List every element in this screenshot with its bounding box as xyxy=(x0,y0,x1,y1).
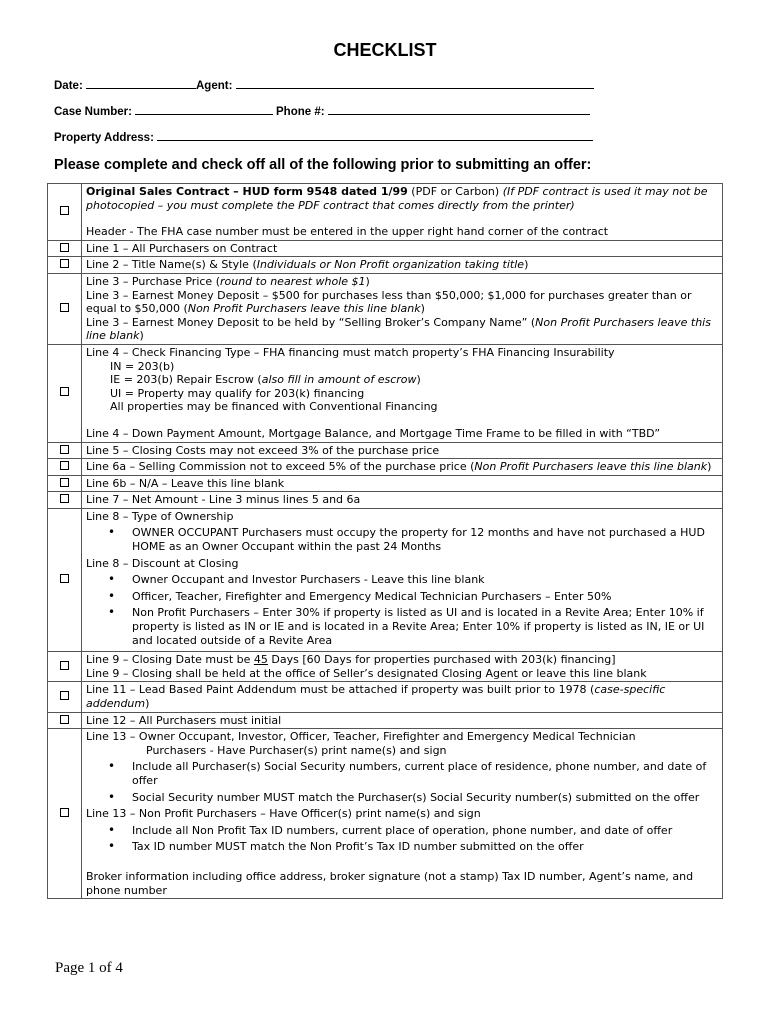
row-text: Line 8 – Discount at Closing xyxy=(86,556,239,570)
checklist-row xyxy=(48,492,723,509)
checkbox[interactable] xyxy=(60,691,69,700)
row-text-italic: Non Profit Purchasers leave this line blank xyxy=(187,302,421,316)
property-address-line[interactable] xyxy=(157,130,593,141)
row-text: ) xyxy=(707,460,712,474)
checkbox[interactable] xyxy=(60,445,69,454)
row-text: Line 4 – Down Payment Amount, Mortgage Balance, and Mortgage Time Frame to be filled in with “TBD” xyxy=(86,426,661,440)
row-text-italic: case-specific addendum xyxy=(86,683,666,710)
row-text: Line 9 – Closing Date must be xyxy=(86,653,254,667)
row-text-italic: (If PDF contract is used it may not be photocopied – you must complete the PDF contract that comes directly from the printer) xyxy=(86,185,708,212)
checkbox-cell xyxy=(48,652,82,682)
checkbox-cell xyxy=(48,682,82,712)
checkbox-cell xyxy=(48,459,82,476)
row-text: Line 8 – Type of Ownership xyxy=(86,509,234,523)
checkbox[interactable] xyxy=(60,494,69,503)
bullet-item: • Tax ID number MUST match the Non Profit’s Tax ID number submitted on the offer xyxy=(86,840,718,854)
checkbox-cell xyxy=(48,712,82,729)
checklist-row xyxy=(48,729,723,899)
page-title: CHECKLIST xyxy=(333,40,437,60)
row-text: Line 6b – N/A – Leave this line blank xyxy=(86,476,285,490)
row-text: Line 4 – Check Financing Type – FHA financing must match property’s FHA Financing Insurability xyxy=(86,345,615,359)
agent-field[interactable] xyxy=(196,78,594,92)
agent-line[interactable] xyxy=(236,78,594,89)
row-text: ) xyxy=(420,302,425,316)
checklist-row xyxy=(48,682,723,712)
row-text: Purchasers - Have Purchaser(s) print name(s) and sign xyxy=(146,743,447,757)
row-text: Line 13 – Non Profit Purchasers – Have Officer(s) print name(s) and sign xyxy=(86,807,481,821)
checkbox-cell xyxy=(48,344,82,442)
case-number-line[interactable] xyxy=(135,104,273,115)
checkbox-cell xyxy=(48,475,82,492)
row-text: Line 6a – Selling Commission not to exceed 5% of the purchase price ( xyxy=(86,460,475,474)
phone-field[interactable] xyxy=(276,104,590,118)
row-text: UI = Property may qualify for 203(k) financing xyxy=(110,386,365,400)
checklist-row xyxy=(48,240,723,257)
checkbox-cell xyxy=(48,508,82,651)
row-text-italic: Individuals or Non Profit organization taking title xyxy=(256,258,525,272)
row-text: Line 11 – Lead Based Paint Addendum must be attached if property was built prior to 1978 ( xyxy=(86,683,595,697)
row-text: All properties may be financed with Conventional Financing xyxy=(110,400,438,414)
checkbox-cell xyxy=(48,273,82,344)
checklist-row xyxy=(48,257,723,274)
checklist-row xyxy=(48,442,723,459)
page-number: Page 1 of 4 xyxy=(55,960,123,976)
row-text-bold: Original Sales Contract – HUD form 9548 dated 1/99 xyxy=(86,185,408,198)
date-line[interactable] xyxy=(86,78,196,89)
row-text: Line 12 – All Purchasers must initial xyxy=(86,713,282,727)
checkbox-cell xyxy=(48,729,82,899)
checkbox[interactable] xyxy=(60,387,69,396)
case-number-field[interactable] xyxy=(54,104,273,118)
row-text: Broker information including office address, broker signature (not a stamp) Tax ID number, Agent’s name, and phone number xyxy=(86,869,694,897)
bullet-item: • OWNER OCCUPANT Purchasers must occupy the property for 12 months and have not purchased a HUD HOME as an Owner Occupant within the past 24 Months xyxy=(86,526,718,553)
date-field[interactable]: Date: xyxy=(54,78,196,92)
row-text: ) xyxy=(145,697,150,710)
checklist-row xyxy=(48,652,723,682)
row-content xyxy=(82,184,723,241)
row-text-underlined: 45 xyxy=(253,653,268,667)
bullet-item: • Non Profit Purchasers – Enter 30% if property is listed as UI and is located in a Revite Area; Enter 10% if property is listed as IN or IE and is located in a Revite Area; Enter 10% if property is listed as IN, IE or UI and located outside of a Revite Area xyxy=(86,606,718,647)
property-address-label: Property Address: xyxy=(54,132,154,144)
row-text: ) xyxy=(416,373,421,387)
checklist-row xyxy=(48,184,723,241)
checklist-row xyxy=(48,273,723,344)
checklist-table xyxy=(47,183,723,899)
agent-label: Agent: xyxy=(196,80,233,92)
checkbox-cell xyxy=(48,442,82,459)
bullet-item: • Social Security number MUST match the Purchaser(s) Social Security number(s) submitted on the offer xyxy=(86,791,718,805)
checkbox[interactable] xyxy=(60,715,69,724)
checkbox[interactable] xyxy=(60,478,69,487)
row-text: ) xyxy=(139,329,144,343)
checkbox[interactable] xyxy=(60,808,69,817)
bullet-item: • Officer, Teacher, Firefighter and Emergency Medical Technician Purchasers – Enter 50% xyxy=(86,590,718,604)
row-text-italic: round to nearest whole $1 xyxy=(219,274,366,288)
phone-line[interactable] xyxy=(328,104,590,115)
phone-label: Phone #: xyxy=(276,106,325,118)
checkbox-cell xyxy=(48,492,82,509)
row-text: Days [60 Days for properties purchased with 203(k) financing] xyxy=(267,653,616,667)
checkbox[interactable] xyxy=(60,461,69,470)
checklist-row xyxy=(48,508,723,651)
bullet-item: • Include all Non Profit Tax ID numbers, current place of operation, phone number, and date of offer xyxy=(86,824,718,838)
checkbox[interactable] xyxy=(60,259,69,268)
bullet-item: • Include all Purchaser(s) Social Security numbers, current place of residence, phone number, and date of offer xyxy=(86,760,718,787)
checkbox[interactable] xyxy=(60,661,69,670)
row-text: Line 3 – Purchase Price ( xyxy=(86,274,220,288)
row-text: ) xyxy=(365,274,370,288)
row-text-italic: Non Profit Purchasers leave this line blank xyxy=(474,460,708,474)
checkbox-cell xyxy=(48,257,82,274)
row-text: Header - The FHA case number must be entered in the upper right hand corner of the contract xyxy=(86,225,609,239)
checkbox[interactable] xyxy=(60,243,69,252)
row-text: ) xyxy=(524,258,529,272)
property-address-field[interactable] xyxy=(54,130,593,144)
checkbox-cell xyxy=(48,240,82,257)
checkbox[interactable] xyxy=(60,206,69,215)
checklist-row xyxy=(48,712,723,729)
row-text-italic: Non Profit Purchasers leave this line blank xyxy=(86,315,711,343)
row-text: IE = 203(b) Repair Escrow ( xyxy=(110,373,262,387)
row-text: Line 7 – Net Amount - Line 3 minus lines 5 and 6a xyxy=(86,493,361,507)
row-text: Line 3 – Earnest Money Deposit to be held by “Selling Broker’s Company Name” ( xyxy=(86,315,536,329)
checklist-row xyxy=(48,475,723,492)
row-text: Line 1 – All Purchasers on Contract xyxy=(86,241,278,255)
row-text: Line 3 – Earnest Money Deposit – $500 for purchases less than $50,000; $1,000 for purchases greater than or equal to $50,000 ( xyxy=(86,288,692,316)
row-text: Line 13 – Owner Occupant, Investor, Officer, Teacher, Firefighter and Emergency Medical Technician xyxy=(86,730,636,744)
checklist-row xyxy=(48,459,723,476)
row-text: Line 9 – Closing shall be held at the office of Seller’s designated Closing Agent or leave this line blank xyxy=(86,666,647,680)
row-text: Line 2 – Title Name(s) & Style ( xyxy=(86,258,257,272)
instruction-heading: Please complete and check off all of the following prior to submitting an offer: xyxy=(54,157,592,173)
case-number-label: Case Number: xyxy=(54,106,132,118)
row-text: IN = 203(b) xyxy=(110,359,175,373)
checkbox[interactable] xyxy=(60,574,69,583)
row-text: (PDF or Carbon) xyxy=(407,185,503,198)
bullet-item: • Owner Occupant and Investor Purchasers - Leave this line blank xyxy=(86,573,718,587)
row-text-italic: also fill in amount of escrow xyxy=(261,373,417,387)
checkbox-cell xyxy=(48,184,82,241)
checklist-row xyxy=(48,344,723,442)
row-text: Line 5 – Closing Costs may not exceed 3% of the purchase price xyxy=(86,443,440,457)
date-label: Date xyxy=(54,80,79,92)
checkbox[interactable] xyxy=(60,303,69,312)
